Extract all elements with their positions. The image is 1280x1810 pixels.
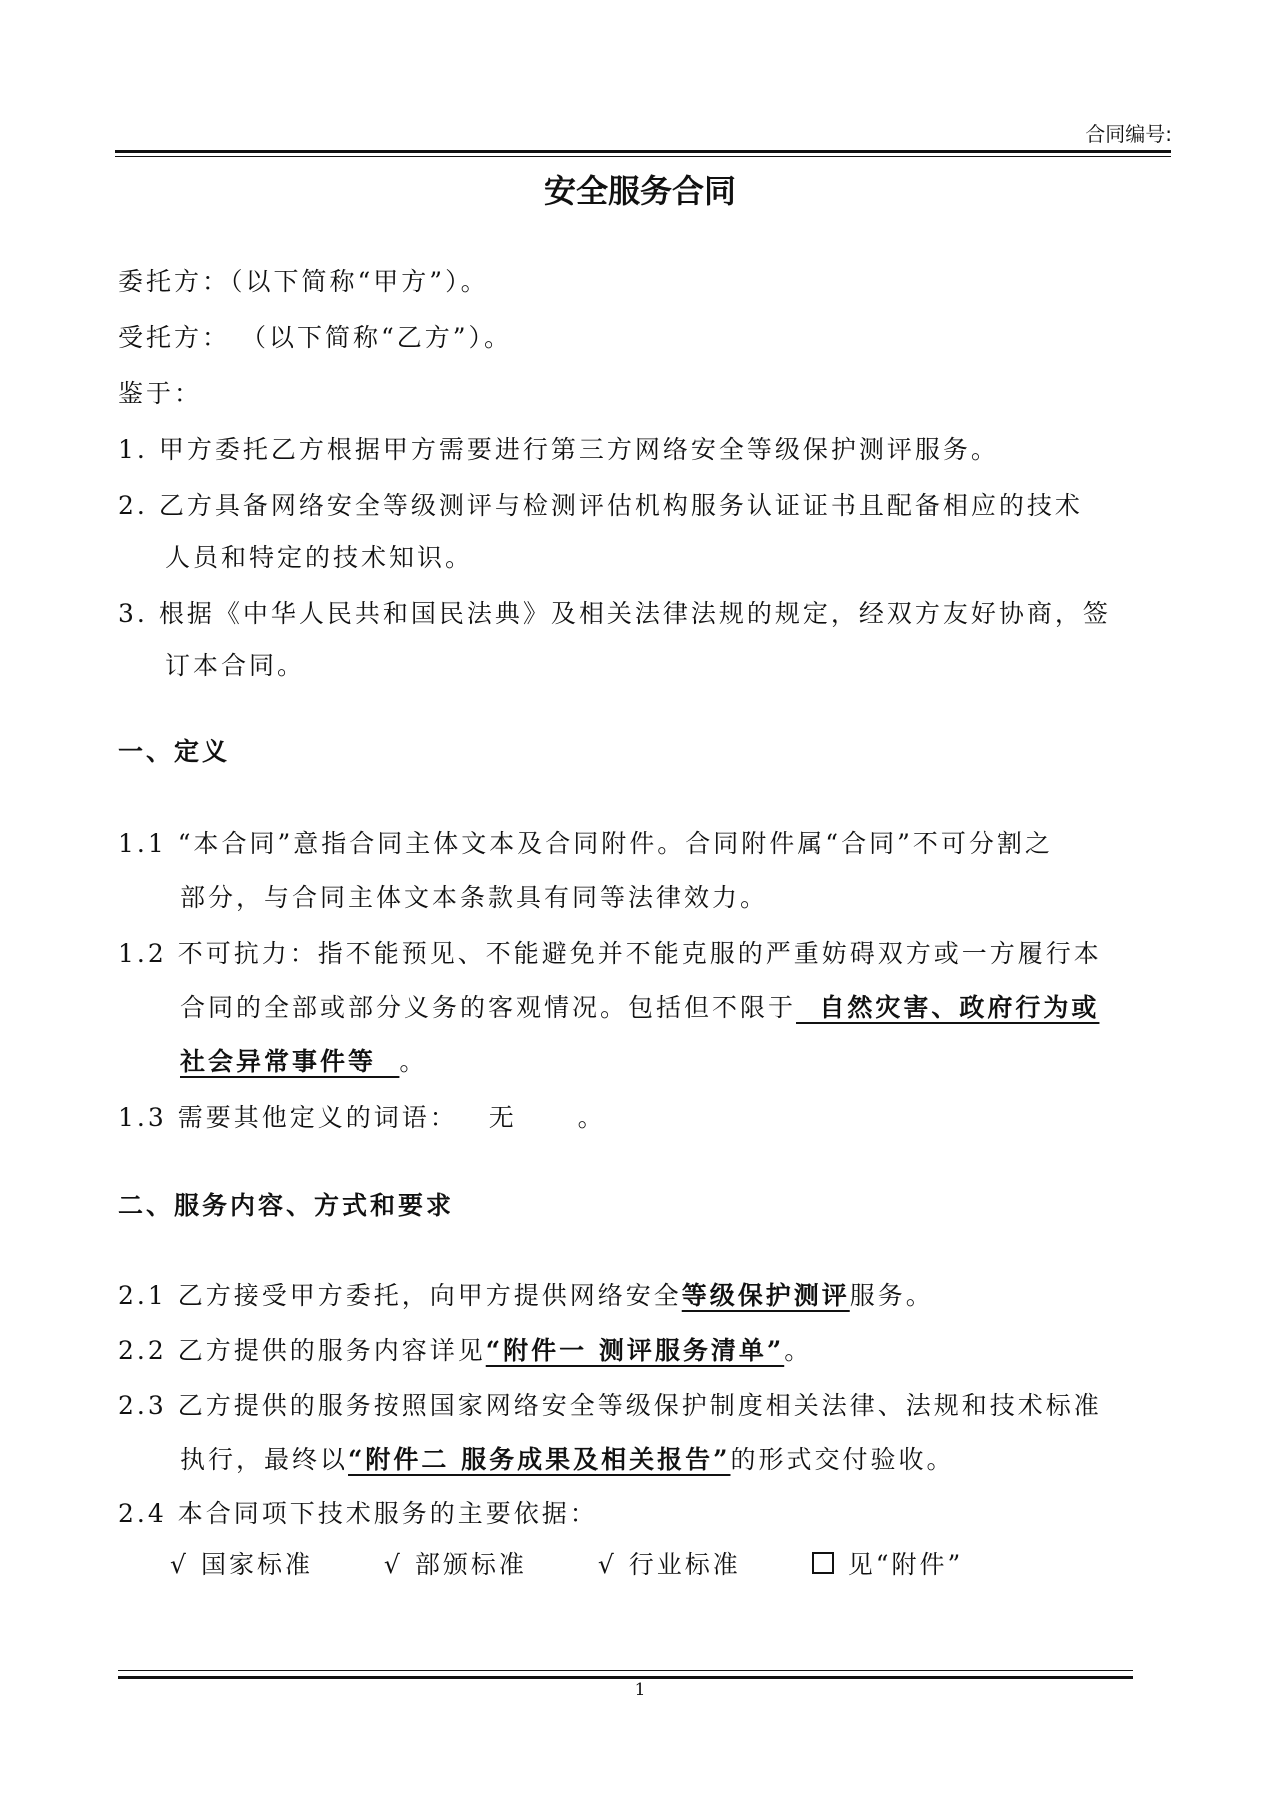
clause-1-3 [118, 1098, 606, 1134]
clause-number: 2.2 [118, 1336, 167, 1365]
recital-number: 2. [118, 491, 148, 520]
clause-text: 执行，最终以 [180, 1445, 349, 1474]
clause-1-1 [118, 824, 1053, 860]
clause-number: 1.2 [118, 939, 167, 968]
clause-text: 本合同项下技术服务的主要依据： [177, 1499, 598, 1528]
check-mark-icon: √ [383, 1550, 403, 1579]
recital-text: 甲方委托乙方根据甲方需要进行第三方网络安全等级保护测评服务。 [158, 435, 999, 464]
basis-label: 行业标准 [628, 1550, 741, 1579]
clause-end: 。 [577, 1103, 606, 1132]
clause-text: 乙方提供的服务按照国家网络安全等级保护制度相关法律、法规和技术标准 [177, 1391, 1102, 1420]
clause-number: 2.4 [118, 1499, 167, 1528]
contract-number-label: 合同编号: [1085, 122, 1172, 146]
header-rule-thick [115, 150, 1171, 153]
clause-1-1-continuation: 部分，与合同主体文本条款具有同等法律效力。 [180, 883, 769, 912]
clause-1-2 [118, 934, 1102, 970]
clause-suffix: 的形式交付验收。 [730, 1445, 955, 1474]
clause-text: 合同的全部或部分义务的客观情况。包括但不限于 [180, 993, 797, 1022]
basis-option-national[interactable] [170, 1545, 313, 1581]
basis-option-annex[interactable] [812, 1545, 964, 1581]
clause-text: 乙方接受甲方委托，向甲方提供网络安全 [177, 1281, 682, 1310]
clause-suffix: 服务。 [849, 1281, 934, 1310]
check-mark-icon: √ [597, 1550, 617, 1579]
document-title: 安全服务合同 [543, 172, 736, 210]
clause-text: “本合同”意指合同主体文本及合同附件。合同附件属“合同”不可分割之 [177, 829, 1053, 858]
annex-1-reference: “附件一 测评服务清单” [485, 1336, 785, 1365]
clause-suffix: 。 [784, 1336, 813, 1365]
other-definitions-value: 无 [488, 1103, 517, 1132]
client-party-line: 委托方：（以下简称“甲方”）。 [118, 267, 489, 296]
force-majeure-examples-a: 自然灾害、政府行为或 [796, 993, 1100, 1022]
recital-text: 乙方具备网络安全等级测评与检测评估机构服务认证证书且配备相应的技术 [158, 491, 1083, 520]
clause-number: 2.3 [118, 1391, 167, 1420]
clause-1-2-continuation-2 [180, 1042, 427, 1078]
basis-option-industry[interactable] [598, 1545, 741, 1581]
clause-1-2-continuation [180, 988, 1099, 1024]
recital-number: 1. [118, 435, 148, 464]
recital-number: 3. [118, 599, 148, 628]
footer-rule-thick [118, 1676, 1133, 1679]
check-mark-icon: √ [170, 1550, 189, 1579]
clause-text: 不可抗力：指不能预见、不能避免并不能克服的严重妨碍双方或一方履行本 [177, 939, 1102, 968]
clause-2-2 [118, 1331, 812, 1367]
basis-options [170, 1545, 1023, 1581]
recital-3 [118, 594, 1111, 630]
clause-number: 1.1 [118, 829, 167, 858]
recital-3-continuation: 订本合同。 [165, 651, 306, 680]
clause-2-1 [118, 1276, 934, 1312]
force-majeure-examples-b: 社会异常事件等 [180, 1047, 400, 1076]
contractor-party-line: 受托方： （以下简称“乙方”）。 [118, 323, 513, 352]
footer-rule-thin [118, 1670, 1133, 1671]
clause-number: 1.3 [118, 1103, 167, 1132]
clause-2-4 [118, 1494, 598, 1530]
clause-text: 乙方提供的服务内容详见 [177, 1336, 486, 1365]
whereas-line: 鉴于： [118, 379, 203, 408]
empty-checkbox-icon [812, 1552, 834, 1574]
recital-text: 根据《中华人民共和国民法典》及相关法律法规的规定，经双方友好协商，签 [158, 599, 1111, 628]
recital-1 [118, 430, 999, 466]
recital-2-continuation: 人员和特定的技术知识。 [165, 543, 474, 572]
basis-option-ministerial[interactable] [384, 1545, 527, 1581]
service-type: 等级保护测评 [681, 1281, 850, 1310]
annex-2-reference: “附件二 服务成果及相关报告” [348, 1445, 731, 1474]
clause-number: 2.1 [118, 1281, 167, 1310]
section-2-heading: 二、服务内容、方式和要求 [118, 1191, 455, 1220]
header-rule-thin [115, 156, 1171, 157]
clause-2-3-continuation [180, 1440, 955, 1476]
recital-2 [118, 486, 1083, 522]
page-number: 1 [634, 1680, 646, 1700]
section-1-heading: 一、定义 [118, 737, 231, 766]
clause-end: 。 [399, 1047, 428, 1076]
basis-label: 见“附件” [847, 1550, 964, 1579]
clause-text: 需要其他定义的词语： [177, 1103, 458, 1132]
clause-2-3 [118, 1386, 1102, 1422]
basis-label: 国家标准 [200, 1550, 313, 1579]
basis-label: 部颁标准 [414, 1550, 527, 1579]
